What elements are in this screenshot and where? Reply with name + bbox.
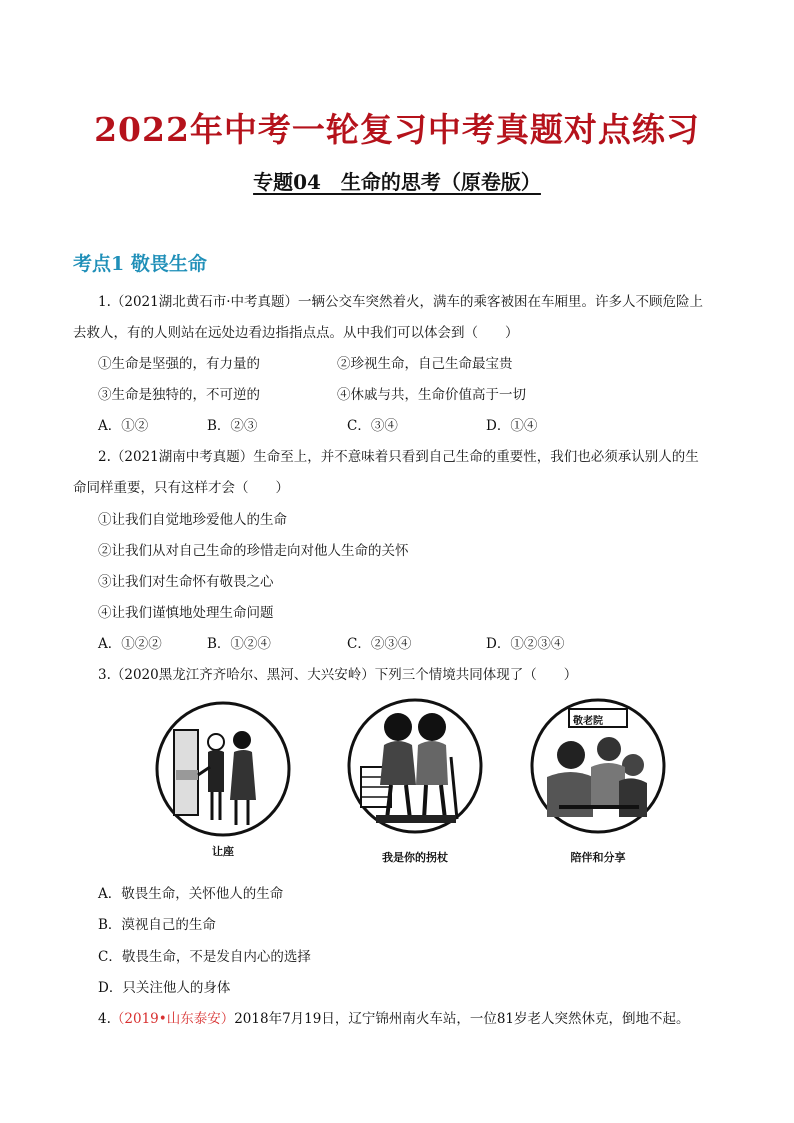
nursing-home-sign: 敬老院 bbox=[573, 716, 603, 727]
q1-statement-3: ③生命是独特的，不可逆的 bbox=[98, 387, 260, 403]
q3-option-b: B．漠视自己的生命 bbox=[98, 917, 216, 933]
subtitle bbox=[0, 166, 794, 195]
q2-option-a: A．①②② bbox=[98, 636, 162, 652]
illustration-2-label: 我是你的拐杖 bbox=[382, 851, 448, 864]
illustration-3-label: 陪伴和分享 bbox=[570, 851, 626, 864]
q1-statement-1: ①生命是坚强的，有力量的 bbox=[98, 356, 260, 372]
q2-option-c: C．②③④ bbox=[347, 636, 412, 652]
section-heading: 考点1 敬畏生命 bbox=[73, 253, 207, 275]
illustration-give-seat bbox=[154, 700, 292, 838]
q2-stem-line2: 命同样重要，只有这样才会（ ） bbox=[73, 480, 289, 496]
q1-statement-2: ②珍视生命，自己生命最宝贵 bbox=[337, 356, 513, 372]
q1-option-d: D．①④ bbox=[486, 418, 538, 434]
q1-stem-line2: 去救人，有的人则站在远处边看边指指点点。从中我们可以体会到（ ） bbox=[73, 325, 519, 341]
q1-stem-line1: 1.（2021湖北黄石市·中考真题）一辆公交车突然着火，满车的乘客被困在车厢里。许多人不顾危险上 bbox=[98, 294, 704, 310]
illustration-walking-stick bbox=[346, 697, 484, 835]
q4-number: 4. bbox=[98, 1011, 111, 1027]
q1-option-b: B．②③ bbox=[207, 418, 258, 434]
subtitle-text: 专题04 生命的思考（原卷版） bbox=[253, 170, 541, 194]
q2-statement-2: ②让我们从对自己生命的珍惜走向对他人生命的关怀 bbox=[98, 543, 409, 559]
q4-source: （2019•山东泰安） bbox=[110, 1011, 235, 1027]
q4-text: 2018年7月19日，辽宁锦州南火车站，一位81岁老人突然休克，倒地不起。 bbox=[234, 1011, 690, 1027]
q2-option-d: D．①②③④ bbox=[486, 636, 565, 652]
illustration-1-label: 让座 bbox=[212, 845, 234, 858]
q2-statement-1: ①让我们自觉地珍爱他人的生命 bbox=[98, 512, 287, 528]
q2-stem-line1: 2.（2021湖南中考真题）生命至上，并不意味着只看到自己生命的重要性，我们也必须承认别人的生 bbox=[98, 449, 699, 465]
q2-statement-3: ③让我们对生命怀有敬畏之心 bbox=[98, 574, 274, 590]
q1-statement-4: ④休戚与共，生命价值高于一切 bbox=[337, 387, 526, 403]
q2-statement-4: ④让我们谨慎地处理生命问题 bbox=[98, 605, 274, 621]
q2-option-b: B．①②④ bbox=[207, 636, 271, 652]
q3-stem: 3.（2020黑龙江齐齐哈尔、黑河、大兴安岭）下列三个情境共同体现了（ ） bbox=[98, 667, 578, 683]
main-title: 2022年中考一轮复习中考真题对点练习 bbox=[94, 110, 700, 149]
q4-stem bbox=[98, 1007, 690, 1027]
q3-option-d: D．只关注他人的身体 bbox=[98, 980, 231, 996]
q3-option-a: A．敬畏生命，关怀他人的生命 bbox=[98, 886, 284, 902]
q1-option-c: C．③④ bbox=[347, 418, 398, 434]
q1-option-a: A．①② bbox=[98, 418, 149, 434]
q3-option-c: C．敬畏生命，不是发自内心的选择 bbox=[98, 949, 311, 965]
